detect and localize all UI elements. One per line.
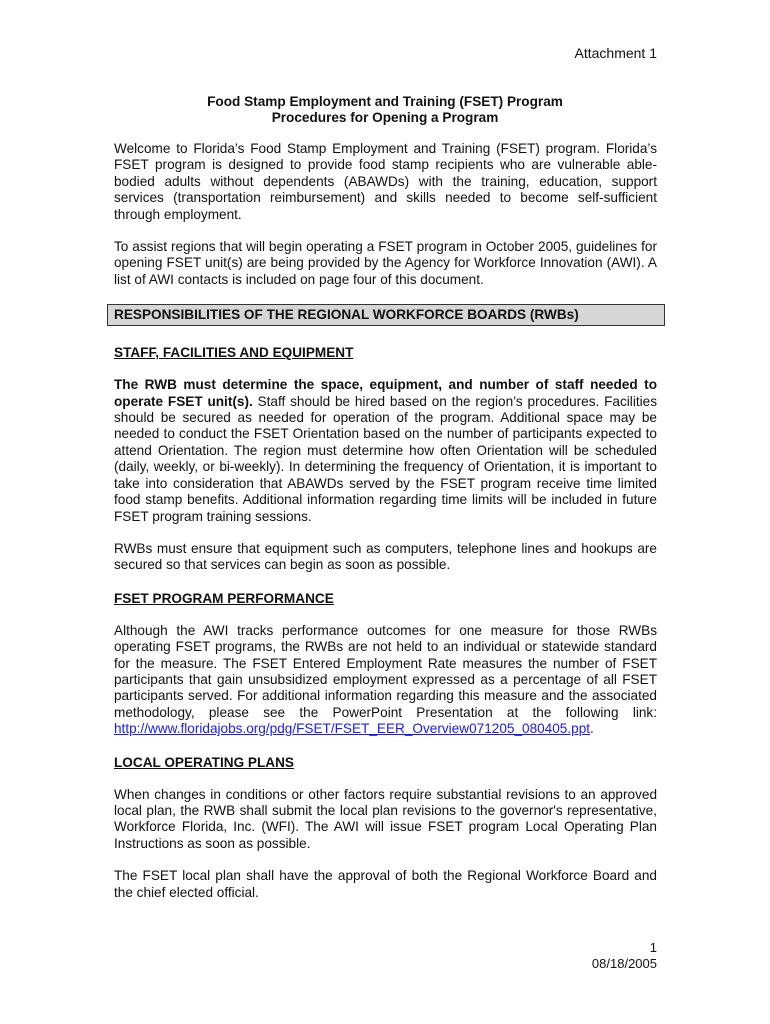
intro-paragraph-2: To assist regions that will begin operating a FSET program in October 2005, guidelines for opening FSET unit(s) are being provided by the Agency for Workforce Innovation (AWI). A list of AWI contacts is included on page four of this document. bbox=[114, 239, 657, 287]
powerpoint-link[interactable]: http://www.floridajobs.org/pdg/FSET/FSET_EER_Overview071205_080405.ppt bbox=[114, 721, 591, 737]
attachment-label: Attachment 1 bbox=[574, 45, 657, 61]
footer-date: 08/18/2005 bbox=[591, 956, 657, 971]
responsibilities-section-header: RESPONSIBILITIES OF THE REGIONAL WORKFORCE BOARDS (RWBs) bbox=[107, 304, 665, 326]
staff-paragraph-1 bbox=[114, 377, 657, 525]
performance-heading: FSET PROGRAM PERFORMANCE bbox=[114, 590, 334, 606]
local-plans-heading: LOCAL OPERATING PLANS bbox=[114, 754, 294, 770]
performance-paragraph-text: Although the AWI tracks performance outcomes for one measure for those RWBs operating FSET programs, the RWBs are not held to an individual or statewide standard for the measure. The FSET Entered Employment Rate measures the number of FSET participants that gain unsubsidized employment expressed as a percentage of all FSET participants served. For additional information regarding this measure and the associated methodology, please see the PowerPoint Presentation at the following link: bbox=[114, 622, 657, 720]
staff-paragraph-1-text: Staff should be hired based on the region’s procedures. Facilities should be secured as needed for operation of the program. Additional space may be needed to conduct the FSET Orientation based on the number of participants expected to attend Orientation. The region must determine how often Orientation will be scheduled (daily, weekly, or bi-weekly). In determining the frequency of Orientation, it is important to take into consideration that ABAWDs served by the FSET program receive time limited food stamp benefits. Additional information regarding time limits will be included in future FSET program training sessions. bbox=[114, 393, 657, 524]
page-footer bbox=[592, 940, 657, 972]
title-line-2: Procedures for Opening a Program bbox=[271, 110, 499, 125]
link-suffix: . bbox=[590, 721, 594, 737]
staff-facilities-heading: STAFF, FACILITIES AND EQUIPMENT bbox=[114, 345, 354, 361]
page-number: 1 bbox=[649, 940, 657, 955]
staff-bold-lead: The RWB must determine the space, equipment, and number of staff needed to operate FSET unit(s). bbox=[114, 377, 657, 409]
local-plans-paragraph-2: The FSET local plan shall have the approval of both the Regional Workforce Board and the chief elected official. bbox=[114, 868, 657, 900]
performance-paragraph bbox=[114, 623, 657, 738]
local-plans-paragraph-1: When changes in conditions or other factors require substantial revisions to an approved local plan, the RWB shall submit the local plan revisions to the governor's representative, Workforce Florida, Inc. (WFI). The AWI will issue FSET program Local Operating Plan Instructions as soon as possible. bbox=[114, 786, 657, 851]
title-line-1: Food Stamp Employment and Training (FSET) Program bbox=[207, 94, 563, 109]
document-title bbox=[0, 94, 770, 126]
staff-paragraph-2: RWBs must ensure that equipment such as computers, telephone lines and hookups are secured so that services can begin as soon as possible. bbox=[114, 540, 657, 573]
intro-paragraph-1: Welcome to Florida’s Food Stamp Employment and Training (FSET) program. Florida’s FSET program is designed to provide food stamp recipients who are vulnerable able-bodied adults without dependents (ABAWDs) with the training, education, support services (transportation reimbursement) and skills needed to become self-sufficient through employment. bbox=[114, 141, 657, 222]
document-body bbox=[114, 141, 657, 917]
